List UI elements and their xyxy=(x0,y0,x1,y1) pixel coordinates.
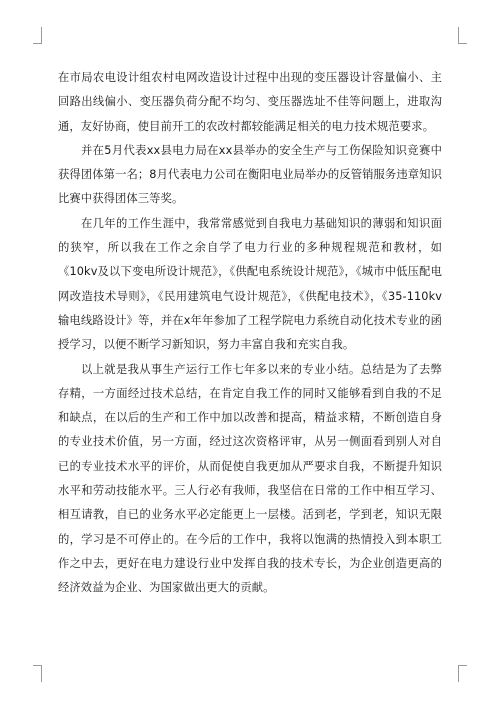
paragraph-summary: 以上就是我从事生产运行工作七年多以来的专业小结。总结是为了去弊存精，一方面经过技术总结，在肯定自我工作的同时又能够看到自我的不足和缺点，在以后的生产和工作中加以改善和提高，精益求精，不断创造自身的专业技术价值，另一方面，经过这次资格评审，从另一侧面看到别人对自已的专业技术水平的评价，从而促使自我更加从严要求自我，不断提升知识水平和劳动技能水平。三人行必有我师，我坚信在日常的工作中相互学习、相互请教，自已的业务水平必定能更上一层楼。活到老，学到老，知识无限的，学习是不可停止的。在今后的工作中，我将以饱满的热情投入到本职工作之中去，更好在电力建设行业中发挥自我的技术专长，为企业创造更高的经济效益为企业、为国家做出更大的贡献。 xyxy=(58,362,442,595)
crop-mark-top-right xyxy=(458,27,467,44)
crop-mark-top-left xyxy=(33,27,42,44)
paragraph-self-study: 在几年的工作生涯中，我常常感觉到自我电力基础知识的薄弱和知识面的狭窄，所以我在工作之余自学了电力行业的多种规程规范和教材，如《10kv及以下变电所设计规范》，《供配电系统设计规范》，《城市中低压配电网改造技术导则》，《民用建筑电气设计规范》，《供配电技术》，《35-110kv输电线路设计》等，并在x年年参加了工程学院电力系统自动化技术专业的函授学习，以便不断学习新知识，努力丰富自我和充实自我。 xyxy=(58,216,442,352)
paragraph-awards: 并在5月代表xx县电力局在xx县举办的安全生产与工伤保险知识竞赛中获得团体第一名；8月代表电力公司在衡阳电业局举办的反管销服务违章知识比赛中获得团体三等奖。 xyxy=(58,143,442,206)
crop-mark-bottom-right xyxy=(458,665,467,682)
crop-mark-bottom-left xyxy=(33,665,42,682)
paragraph-continued: 在市局农电设计组农村电网改造设计过程中出现的变压器设计容量偏小、主回路出线偏小、变压器负荷分配不均匀、变压器选址不佳等问题上，进取沟通，友好协商，使目前开工的农改村都较能满足相关的电力技术规范要求。 xyxy=(58,71,442,133)
document-body xyxy=(58,66,442,601)
